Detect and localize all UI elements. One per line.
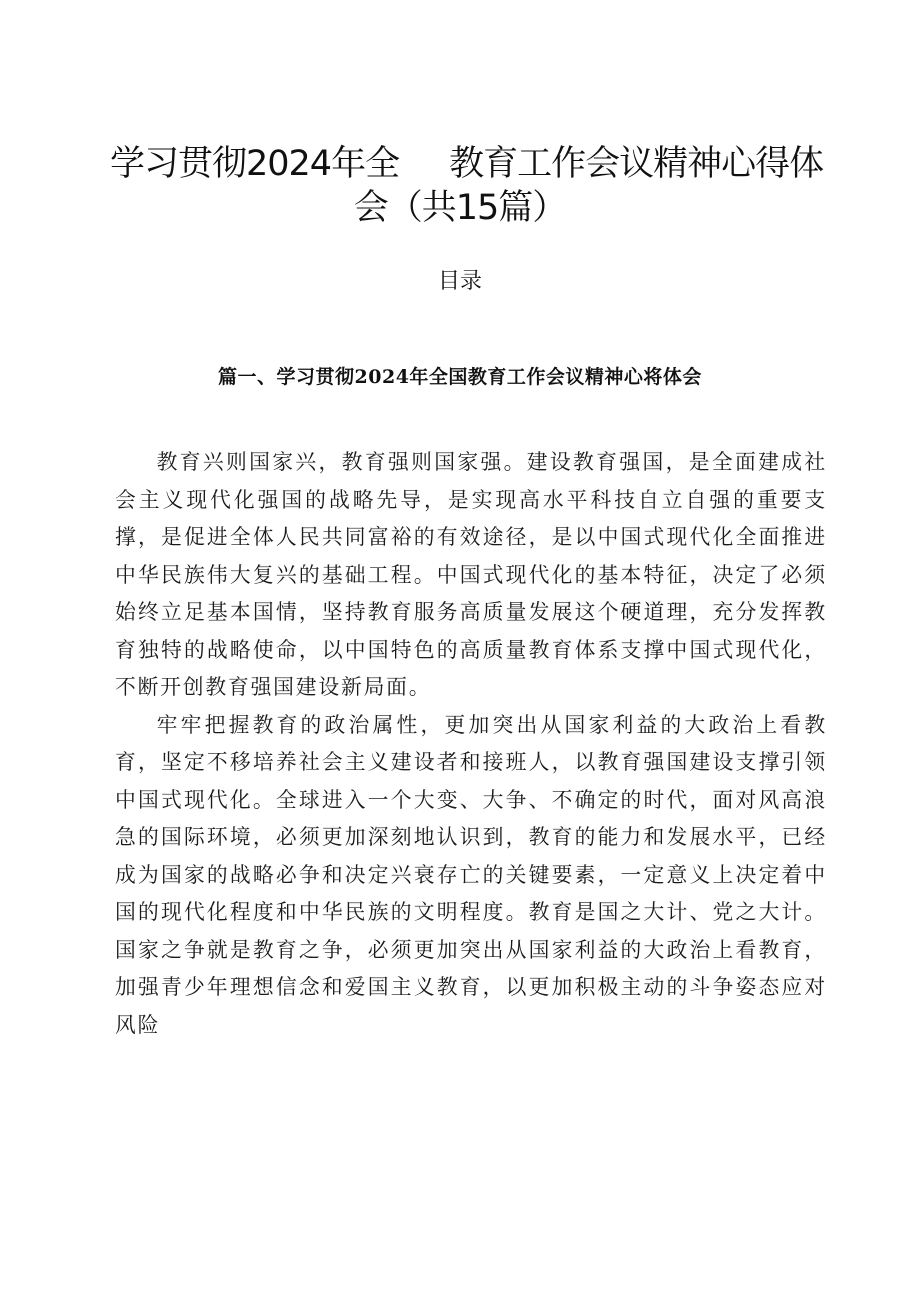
table-of-contents-label: 目录 [437, 269, 482, 294]
document-title-part-2: 教育工作会议精神心得体 [449, 144, 824, 184]
body-text [115, 444, 827, 1044]
document-title-part-1: 学习贯彻2024年全 [110, 144, 400, 184]
paragraph-1: 教育兴则国家兴，教育强则国家强。建设教育强国，是全面建成社会主义现代化强国的战略先导，是实现高水平科技自立自强的重要支撑，是促进全体人民共同富裕的有效途径，是以中国式现代化全面推进中华民族伟大复兴的基础工程。中国式现代化的基本特征，决定了必须始终立足基本国情，坚持教育服务高质量发展这个硬道理，充分发挥教育独特的战略使命，以中国特色的高质量教育体系支撑中国式现代化，不断开创教育强国建设新局面。 [115, 450, 827, 699]
document-title-line-1 [110, 136, 824, 186]
paragraph-2: 牢牢把握教育的政治属性，更加突出从国家利益的大政治上看教育，坚定不移培养社会主义建设者和接班人，以教育强国建设支撑引领中国式现代化。全球进入一个大变、大争、不确定的时代，面对风高浪急的国际环境，必须更加深刻地认识到，教育的能力和发展水平，已经成为国家的战略必争和决定兴衰存亡的关键要素，一定意义上决定着中国的现代化程度和中华民族的文明程度。教育是国之大计、党之大计。国家之争就是教育之争，必须更加突出从国家利益的大政治上看教育，加强青少年理想信念和爱国主义教育，以更加积极主动的斗争姿态应对风险 [115, 712, 827, 1037]
chapter-heading: 篇一、学习贯彻2024年全国教育工作会议精神心将体会 [218, 366, 702, 388]
document-title-line-2: 会（共15篇） [353, 188, 567, 228]
